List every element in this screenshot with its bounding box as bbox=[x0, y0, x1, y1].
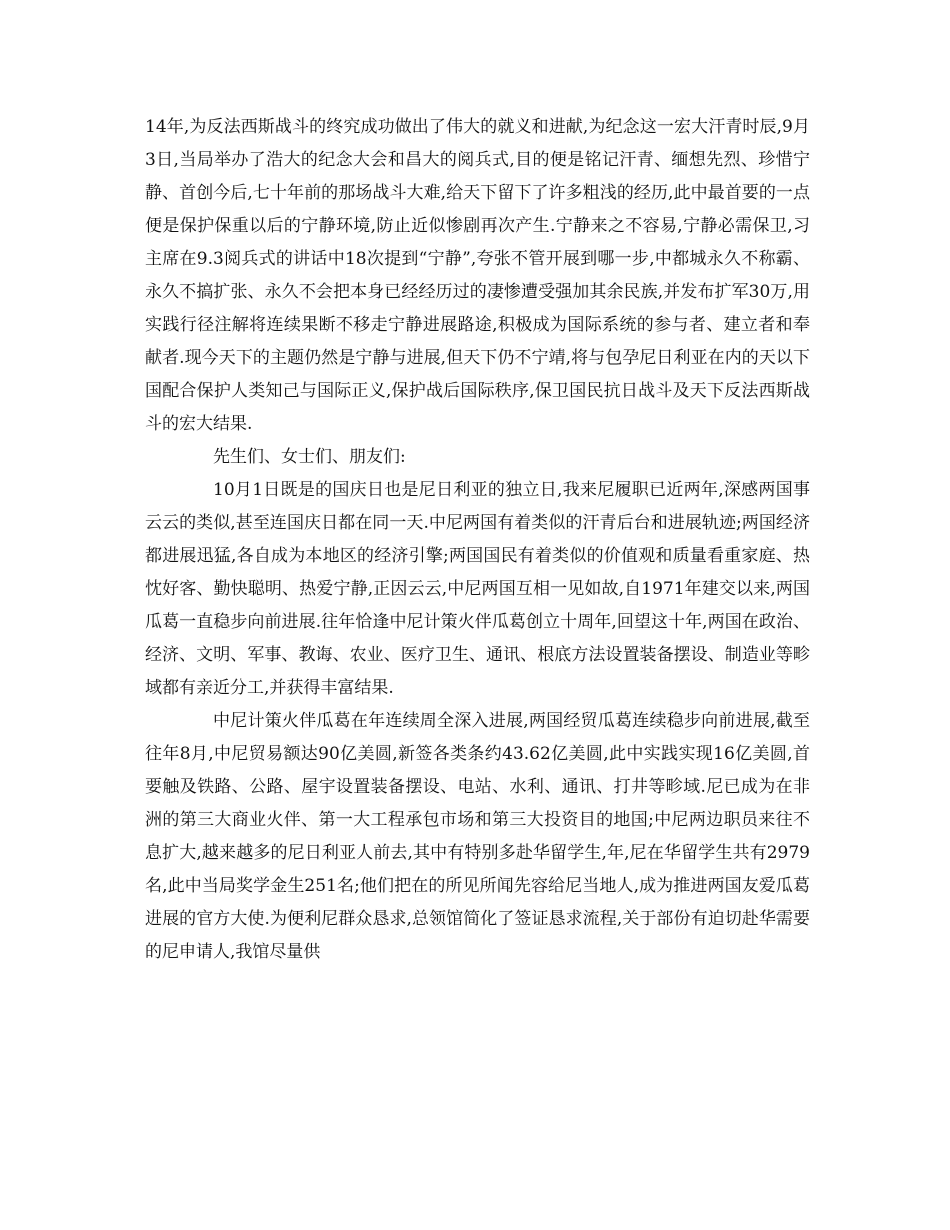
salutation: 先生们、女士们、朋友们: bbox=[213, 447, 406, 467]
paragraph-3: 中尼计策火伴瓜葛在年连续周全深入进展,两国经贸瓜葛连续稳步向前进展,截至往年8月,中尼贸易额达90亿美圆,新签各类条约43.62亿美圆,此中实践实现16亿美圆,首要触及铁路、公路、屋宇设置装备摆设、电站、水利、通讯、打井等畛域.尼已成为在非洲的第三大商业火伴、第一大工程承包市场和第三大投资目的地国;中尼两边职员来往不息扩大,越来越多的尼日利亚人前去,其中有特别多赴华留学生,年,尼在华留学生共有2979名,此中当局奖学金生251名;他们把在的所见所闻先容给尼当地人,成为推进两国友爱瓜葛进展的官方大使.为便利尼群众恳求,总领馆简化了签证恳求流程,关于部份有迫切赴华需要的尼申请人,我馆尽量供 bbox=[145, 711, 810, 962]
paragraph-2: 10月1日既是的国庆日也是尼日利亚的独立日,我来尼履职已近两年,深感两国事云云的类似,甚至连国庆日都在同一天.中尼两国有着类似的汗青后台和进展轨迹;两国经济都进展迅猛,各自成为本地区的经济引擎;两国国民有着类似的价值观和质量看重家庭、热忱好客、勤快聪明、热爱宁静,正因云云,中尼两国互相一见如故,自1971年建交以来,两国瓜葛一直稳步向前进展.往年恰逢中尼计策火伴瓜葛创立十周年,回望这十年,两国在政治、经济、文明、军事、教诲、农业、医疗卫生、通讯、根底方法设置装备摆设、制造业等畛域都有亲近分工,并获得丰富结果. bbox=[145, 480, 810, 698]
document-body bbox=[145, 111, 810, 969]
paragraph-1: 14年,为反法西斯战斗的终究成功做出了伟大的就义和进献,为纪念这一宏大汗青时辰,9月3日,当局举办了浩大的纪念大会和昌大的阅兵式,目的便是铭记汗青、缅想先烈、珍惜宁静、首创今后,七十年前的那场战斗大难,给天下留下了许多粗浅的经历,此中最首要的一点便是保护保重以后的宁静环境,防止近似惨剧再次产生.宁静来之不容易,宁静必需保卫,习主席在9.3阅兵式的讲话中18次提到“宁静”,夸张不管开展到哪一步,中都城永久不称霸、永久不搞扩张、永久不会把本身已经经历过的凄惨遭受强加其余民族,并发布扩军30万,用实践行径注解将连续果断不移走宁静进展路途,积极成为国际系统的参与者、建立者和奉献者.现今天下的主题仍然是宁静与进展,但天下仍不宁靖,将与包孕尼日利亚在内的天以下国配合保护人类知己与国际正义,保护战后国际秩序,保卫国民抗日战斗及天下反法西斯战斗的宏大结果. bbox=[145, 117, 810, 434]
